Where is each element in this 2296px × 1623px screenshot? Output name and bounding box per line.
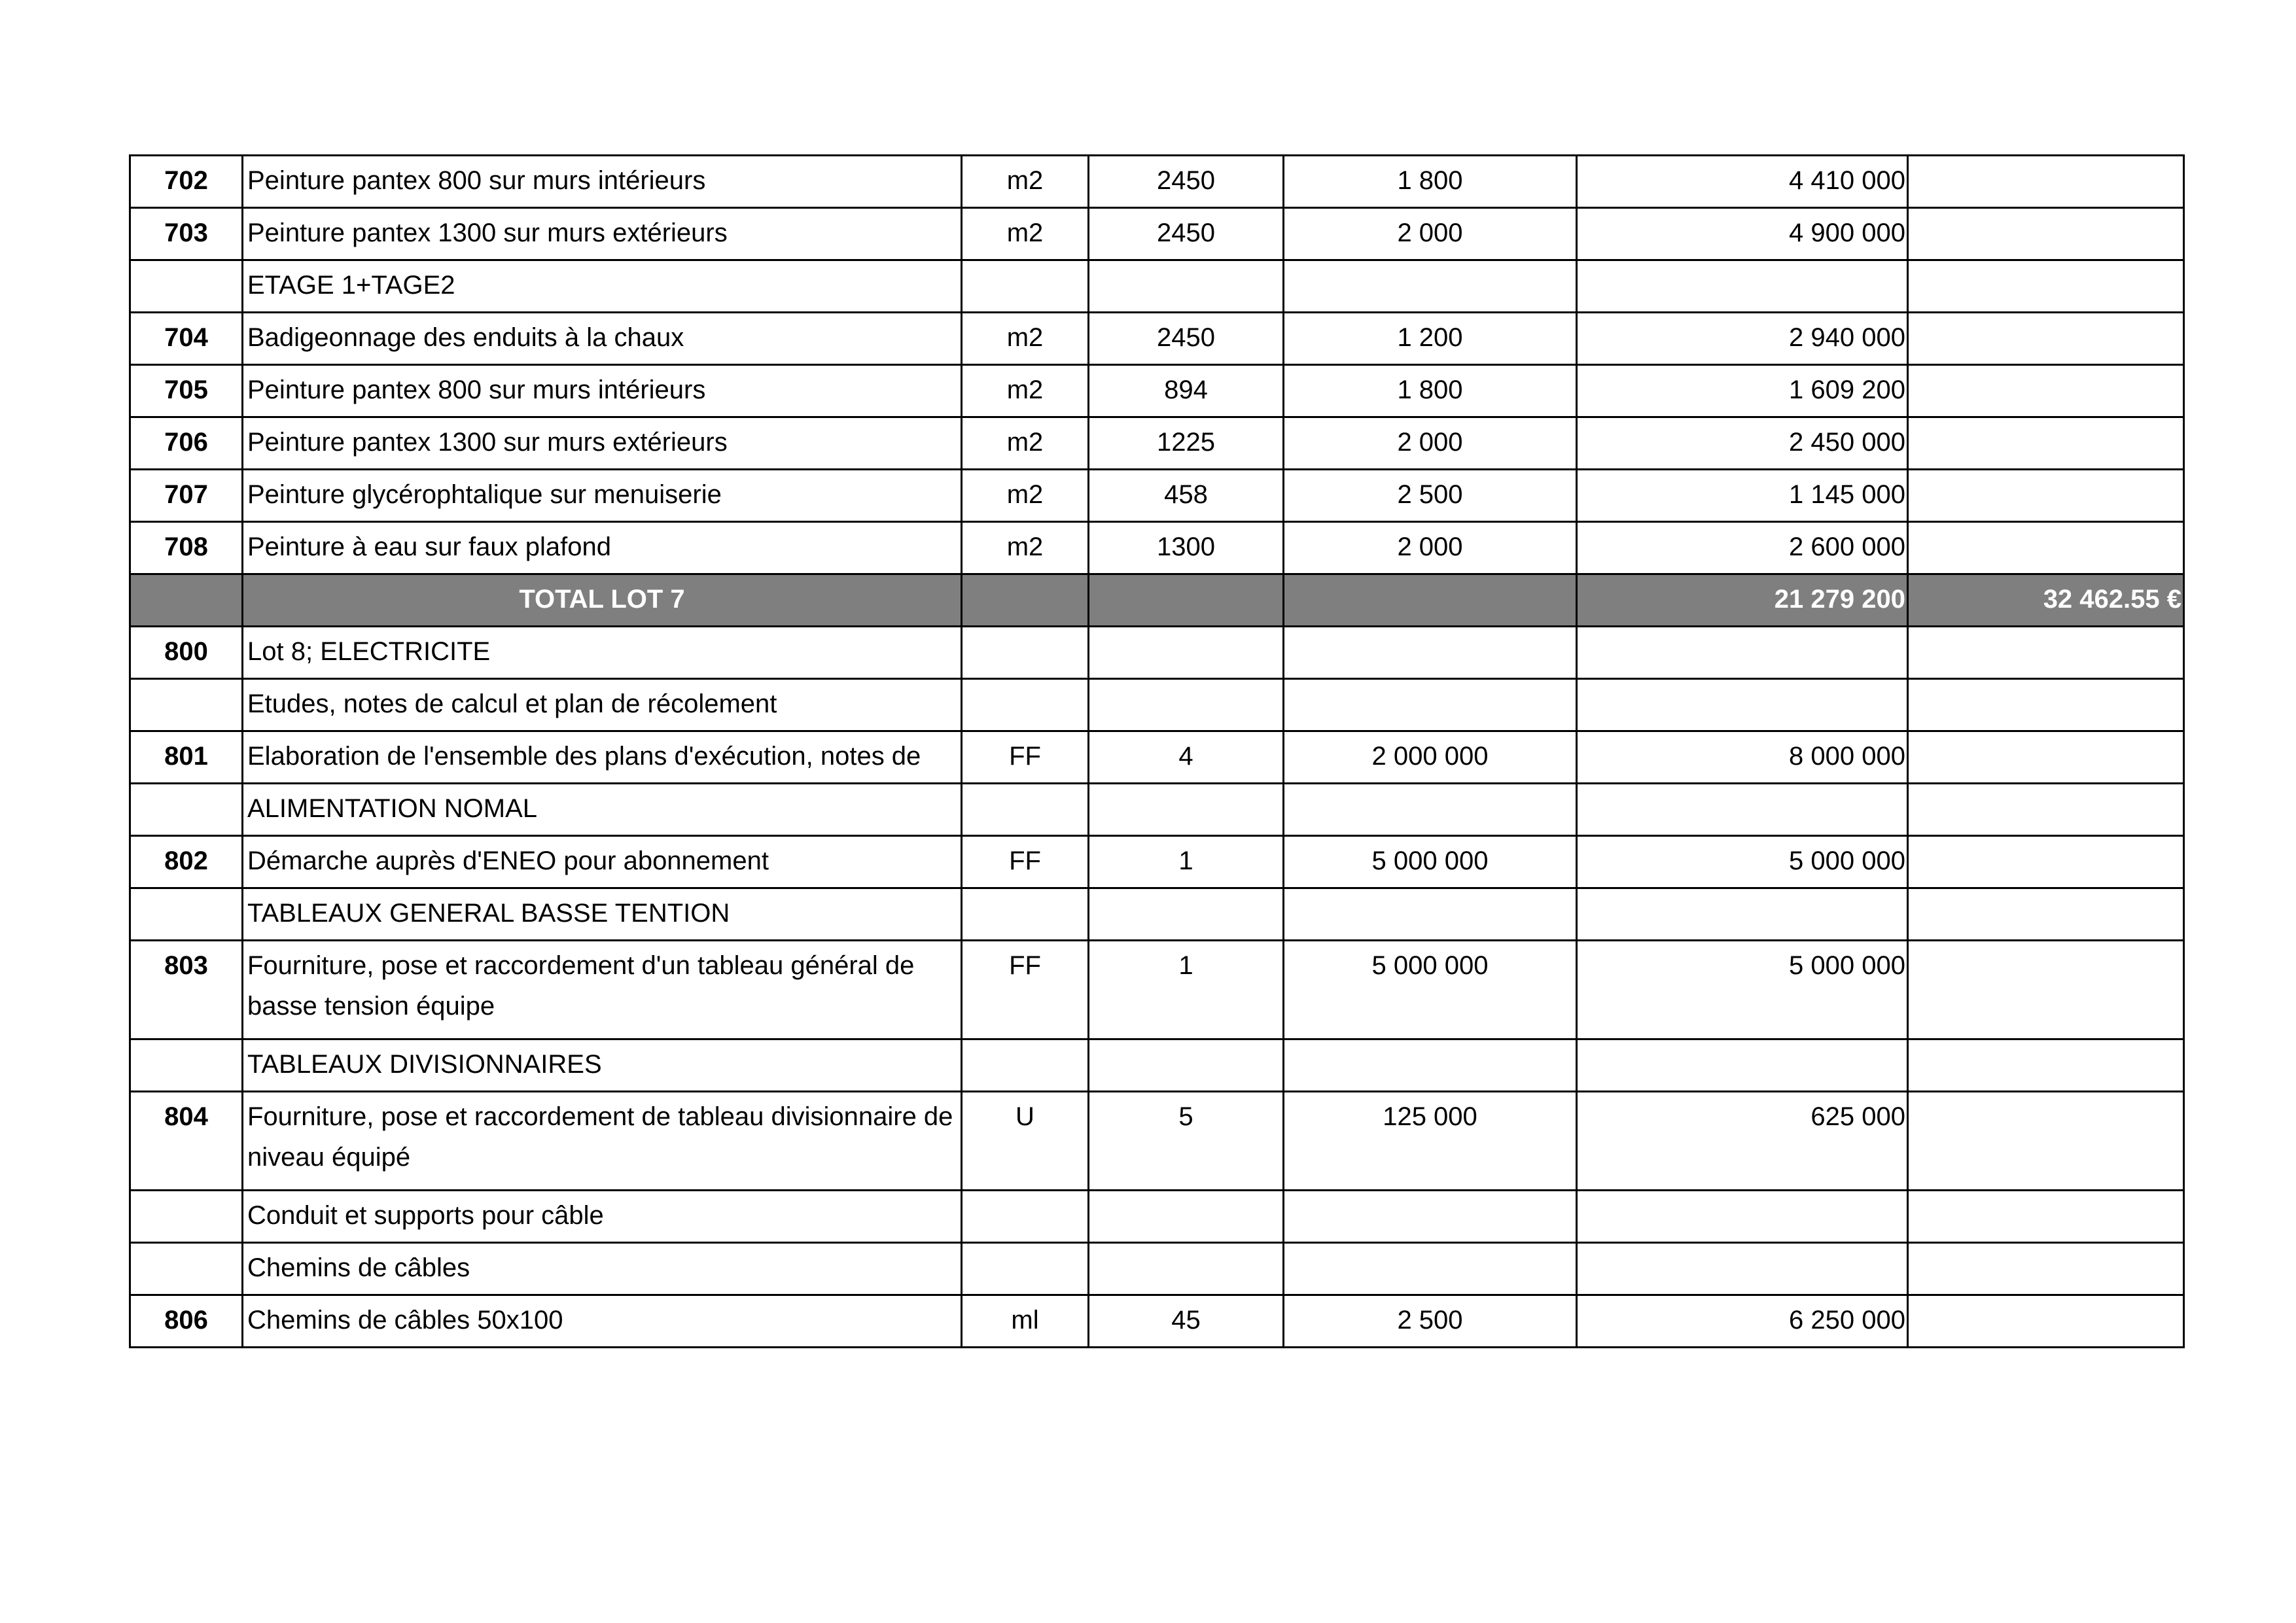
item-total: 1 609 200 — [1577, 365, 1908, 417]
item-quantity: 1 — [1089, 941, 1284, 1039]
item-unit-price: 2 500 — [1284, 1295, 1577, 1348]
table-row — [130, 1039, 2184, 1092]
item-code: 702 — [130, 156, 243, 208]
table-row — [130, 731, 2184, 784]
item-unit-price: 125 000 — [1284, 1092, 1577, 1191]
table-row — [130, 1295, 2184, 1348]
table-row — [130, 417, 2184, 470]
item-code — [130, 679, 243, 731]
item-total-eur — [1908, 941, 2184, 1039]
item-unit — [962, 1039, 1089, 1092]
table-row — [130, 941, 2184, 1039]
item-unit: FF — [962, 836, 1089, 888]
item-description: Démarche auprès d'ENEO pour abonnement — [243, 836, 962, 888]
table-row — [130, 784, 2184, 836]
item-total-eur — [1908, 1191, 2184, 1243]
item-total — [1577, 679, 1908, 731]
item-description: Fourniture, pose et raccordement d'un tableau général de basse tension équipe — [243, 941, 962, 1039]
item-total-eur — [1908, 627, 2184, 679]
item-unit — [962, 888, 1089, 941]
item-total: 2 940 000 — [1577, 313, 1908, 365]
table-row — [130, 679, 2184, 731]
item-unit-price: 1 800 — [1284, 156, 1577, 208]
item-quantity — [1089, 627, 1284, 679]
item-total: 4 900 000 — [1577, 208, 1908, 260]
item-quantity: 2450 — [1089, 208, 1284, 260]
table-row — [130, 1191, 2184, 1243]
item-total: 5 000 000 — [1577, 941, 1908, 1039]
item-description-text: Elaboration de l'ensemble des plans d'exécution, notes de — [247, 742, 921, 771]
table-row — [130, 365, 2184, 417]
item-quantity — [1089, 1243, 1284, 1295]
item-total: 6 250 000 — [1577, 1295, 1908, 1348]
item-unit: m2 — [962, 417, 1089, 470]
item-description: Peinture glycérophtalique sur menuiserie — [243, 470, 962, 522]
item-unit — [962, 679, 1089, 731]
item-unit-price — [1284, 784, 1577, 836]
item-quantity: 458 — [1089, 470, 1284, 522]
item-code: 707 — [130, 470, 243, 522]
item-code — [130, 260, 243, 313]
item-total: 21 279 200 — [1577, 574, 1908, 627]
item-total: 5 000 000 — [1577, 836, 1908, 888]
item-total-eur — [1908, 522, 2184, 574]
item-quantity: 4 — [1089, 731, 1284, 784]
item-unit-price: 1 800 — [1284, 365, 1577, 417]
item-unit-price — [1284, 679, 1577, 731]
table-row — [130, 313, 2184, 365]
item-code — [130, 888, 243, 941]
item-quantity: 2450 — [1089, 313, 1284, 365]
item-total-eur — [1908, 365, 2184, 417]
item-quantity: 1300 — [1089, 522, 1284, 574]
item-quantity: 894 — [1089, 365, 1284, 417]
item-unit-price: 2 500 — [1284, 470, 1577, 522]
item-quantity — [1089, 784, 1284, 836]
item-total: 2 450 000 — [1577, 417, 1908, 470]
item-unit — [962, 574, 1089, 627]
item-quantity: 45 — [1089, 1295, 1284, 1348]
item-unit: m2 — [962, 208, 1089, 260]
item-unit-price — [1284, 1191, 1577, 1243]
item-total-eur — [1908, 156, 2184, 208]
item-quantity — [1089, 679, 1284, 731]
item-unit — [962, 1191, 1089, 1243]
item-unit-price: 1 200 — [1284, 313, 1577, 365]
item-unit-price — [1284, 574, 1577, 627]
item-quantity: 1225 — [1089, 417, 1284, 470]
item-unit-price: 2 000 — [1284, 417, 1577, 470]
item-unit: FF — [962, 941, 1089, 1039]
item-unit: m2 — [962, 313, 1089, 365]
item-code: 804 — [130, 1092, 243, 1191]
item-quantity: 2450 — [1089, 156, 1284, 208]
item-total-eur — [1908, 1092, 2184, 1191]
item-total: 8 000 000 — [1577, 731, 1908, 784]
item-description: Etudes, notes de calcul et plan de récolement — [243, 679, 962, 731]
item-unit — [962, 627, 1089, 679]
item-unit: U — [962, 1092, 1089, 1191]
item-total-eur — [1908, 1039, 2184, 1092]
item-total-eur: 32 462.55 € — [1908, 574, 2184, 627]
item-unit: m2 — [962, 522, 1089, 574]
item-unit-price — [1284, 627, 1577, 679]
item-description: TABLEAUX DIVISIONNAIRES — [243, 1039, 962, 1092]
item-description: Peinture à eau sur faux plafond — [243, 522, 962, 574]
item-unit: m2 — [962, 156, 1089, 208]
item-total: 4 410 000 — [1577, 156, 1908, 208]
item-quantity: 5 — [1089, 1092, 1284, 1191]
item-total — [1577, 627, 1908, 679]
item-description: Chemins de câbles — [243, 1243, 962, 1295]
item-total: 2 600 000 — [1577, 522, 1908, 574]
item-code: 706 — [130, 417, 243, 470]
item-unit — [962, 260, 1089, 313]
item-unit-price — [1284, 888, 1577, 941]
total-row — [130, 574, 2184, 627]
item-code: 806 — [130, 1295, 243, 1348]
item-total: 1 145 000 — [1577, 470, 1908, 522]
item-code: 704 — [130, 313, 243, 365]
item-total-eur — [1908, 1243, 2184, 1295]
item-unit: m2 — [962, 365, 1089, 417]
item-unit — [962, 1243, 1089, 1295]
item-code: 800 — [130, 627, 243, 679]
item-code — [130, 1243, 243, 1295]
item-quantity: 1 — [1089, 836, 1284, 888]
item-total-eur — [1908, 208, 2184, 260]
item-total-eur — [1908, 260, 2184, 313]
item-quantity — [1089, 888, 1284, 941]
table-row — [130, 627, 2184, 679]
item-unit-price: 5 000 000 — [1284, 836, 1577, 888]
table-row — [130, 522, 2184, 574]
item-unit: m2 — [962, 470, 1089, 522]
item-description: Fourniture, pose et raccordement de tableau divisionnaire de niveau équipé — [243, 1092, 962, 1191]
item-total — [1577, 784, 1908, 836]
item-description: TABLEAUX GENERAL BASSE TENTION — [243, 888, 962, 941]
item-quantity — [1089, 1191, 1284, 1243]
item-total — [1577, 260, 1908, 313]
item-unit-price — [1284, 260, 1577, 313]
item-description: ALIMENTATION NOMAL — [243, 784, 962, 836]
item-code: 708 — [130, 522, 243, 574]
item-code: 803 — [130, 941, 243, 1039]
item-total-eur — [1908, 679, 2184, 731]
item-description: Chemins de câbles 50x100 — [243, 1295, 962, 1348]
item-code: 802 — [130, 836, 243, 888]
item-total — [1577, 1191, 1908, 1243]
item-total — [1577, 888, 1908, 941]
item-unit-price — [1284, 1243, 1577, 1295]
item-description: Badigeonnage des enduits à la chaux — [243, 313, 962, 365]
item-code — [130, 1039, 243, 1092]
table-row — [130, 156, 2184, 208]
table-row — [130, 470, 2184, 522]
item-description: Peinture pantex 1300 sur murs extérieurs — [243, 208, 962, 260]
item-code — [130, 574, 243, 627]
item-description: ETAGE 1+TAGE2 — [243, 260, 962, 313]
item-total-eur — [1908, 836, 2184, 888]
item-total — [1577, 1243, 1908, 1295]
item-description: Peinture pantex 800 sur murs intérieurs — [243, 156, 962, 208]
item-total-eur — [1908, 888, 2184, 941]
item-unit-price: 2 000 — [1284, 522, 1577, 574]
item-code: 801 — [130, 731, 243, 784]
item-description: TOTAL LOT 7 — [243, 574, 962, 627]
table-row — [130, 836, 2184, 888]
table-row — [130, 1243, 2184, 1295]
estimate-table — [129, 154, 2185, 1348]
item-unit — [962, 784, 1089, 836]
item-description: Peinture pantex 1300 sur murs extérieurs — [243, 417, 962, 470]
item-description — [243, 731, 962, 784]
item-description: Peinture pantex 800 sur murs intérieurs — [243, 365, 962, 417]
item-unit: ml — [962, 1295, 1089, 1348]
table-row — [130, 208, 2184, 260]
item-code: 703 — [130, 208, 243, 260]
item-quantity — [1089, 574, 1284, 627]
item-total-eur — [1908, 731, 2184, 784]
item-total-eur — [1908, 784, 2184, 836]
item-total-eur — [1908, 313, 2184, 365]
item-unit-price: 2 000 — [1284, 208, 1577, 260]
item-quantity — [1089, 1039, 1284, 1092]
item-description: Conduit et supports pour câble — [243, 1191, 962, 1243]
item-unit-price: 5 000 000 — [1284, 941, 1577, 1039]
item-total-eur — [1908, 417, 2184, 470]
item-code — [130, 784, 243, 836]
item-unit-price — [1284, 1039, 1577, 1092]
item-total — [1577, 1039, 1908, 1092]
item-total: 625 000 — [1577, 1092, 1908, 1191]
item-unit: FF — [962, 731, 1089, 784]
item-quantity — [1089, 260, 1284, 313]
item-total-eur — [1908, 470, 2184, 522]
item-total-eur — [1908, 1295, 2184, 1348]
table-row — [130, 1092, 2184, 1191]
item-code: 705 — [130, 365, 243, 417]
item-description: Lot 8; ELECTRICITE — [243, 627, 962, 679]
item-unit-price: 2 000 000 — [1284, 731, 1577, 784]
table-row — [130, 888, 2184, 941]
item-code — [130, 1191, 243, 1243]
table-row — [130, 260, 2184, 313]
